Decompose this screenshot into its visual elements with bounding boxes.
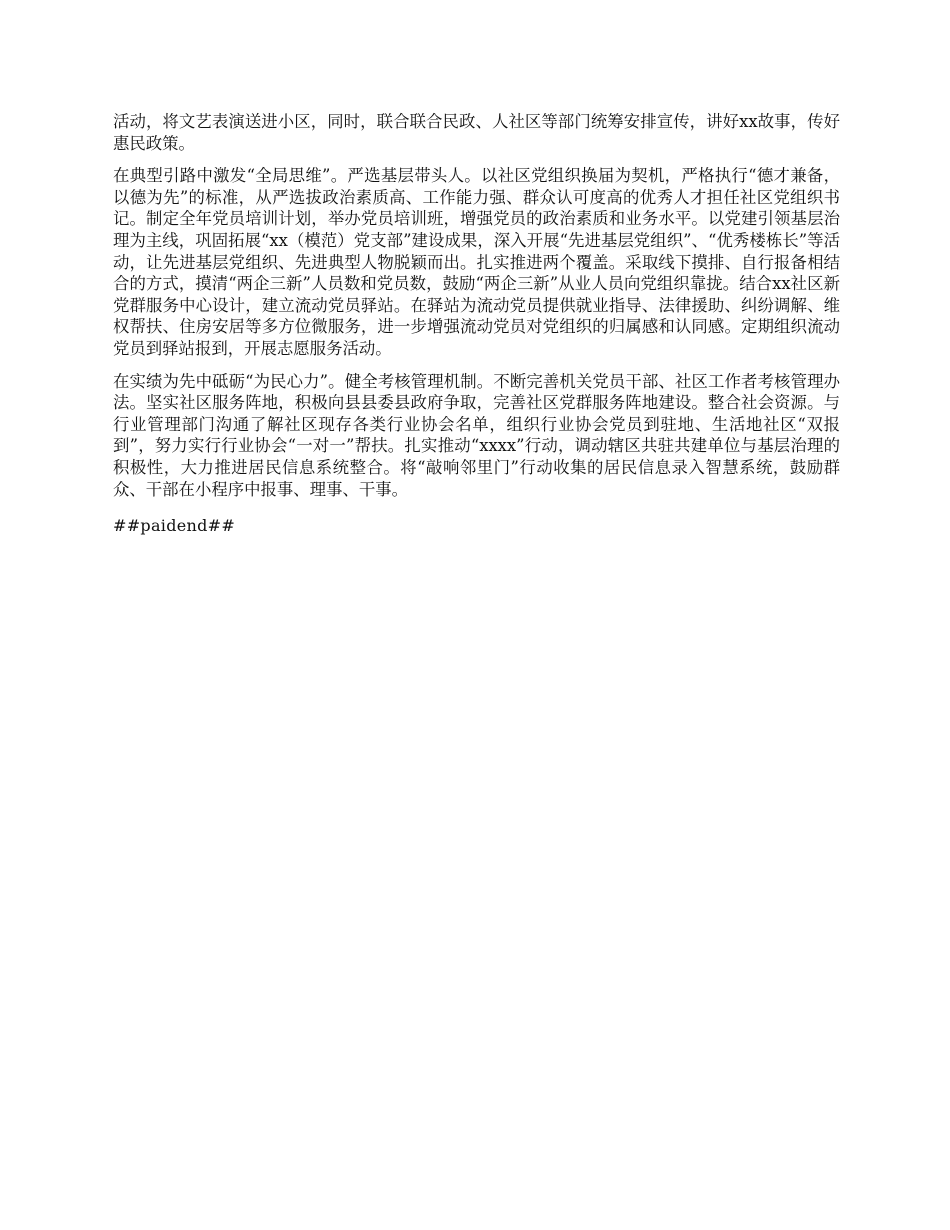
paragraph-2: 在典型引路中激发“全局思维”。严选基层带头人。以社区党组织换届为契机，严格执行“德才兼备，以德为先”的标准，从严选拔政治素质高、工作能力强、群众认可度高的优秀人才担任社区党组织书记。制定全年党员培训计划，举办党员培训班，增强党员的政治素质和业务水平。以党建引领基层治理为主线，巩固拓展“xx（模范）党支部”建设成果，深入开展“先进基层党组织”、“优秀楼栋长”等活动，让先进基层党组织、先进典型人物脱颖而出。扎实推进两个覆盖。采取线下摸排、自行报备相结合的方式，摸清“两企三新”人员数和党员数，鼓励“两企三新”从业人员向党组织靠拢。结合xx社区新党群服务中心设计，建立流动党员驿站。在驿站为流动党员提供就业指导、法律援助、纠纷调解、维权帮扶、住房安居等多方位微服务，进一步增强流动党员对党组织的归属感和认同感。定期组织流动党员到驿站报到，开展志愿服务活动。 — [113, 166, 840, 358]
paragraph-1: 活动，将文艺表演送进小区，同时，联合联合民政、人社区等部门统筹安排宣传，讲好xx故事，传好惠民政策。 — [113, 112, 840, 153]
paragraph-3: 在实绩为先中砥砺“为民心力”。健全考核管理机制。不断完善机关党员干部、社区工作者考核管理办法。坚实社区服务阵地，积极向县县委县政府争取，完善社区党群服务阵地建设。整合社会资源。与行业管理部门沟通了解社区现存各类行业协会名单，组织行业协会党员到驻地、生活地社区“双报到”，努力实行行业协会“一对一”帮扶。扎实推动“xxxx”行动，调动辖区共驻共建单位与基层治理的积极性，大力推进居民信息系统整合。将“敲响邻里门”行动收集的居民信息录入智慧系统，鼓励群众、干部在小程序中报事、理事、干事。 — [113, 371, 840, 499]
document-page — [113, 111, 840, 537]
paid-end-marker: ##paidend## — [113, 516, 236, 536]
